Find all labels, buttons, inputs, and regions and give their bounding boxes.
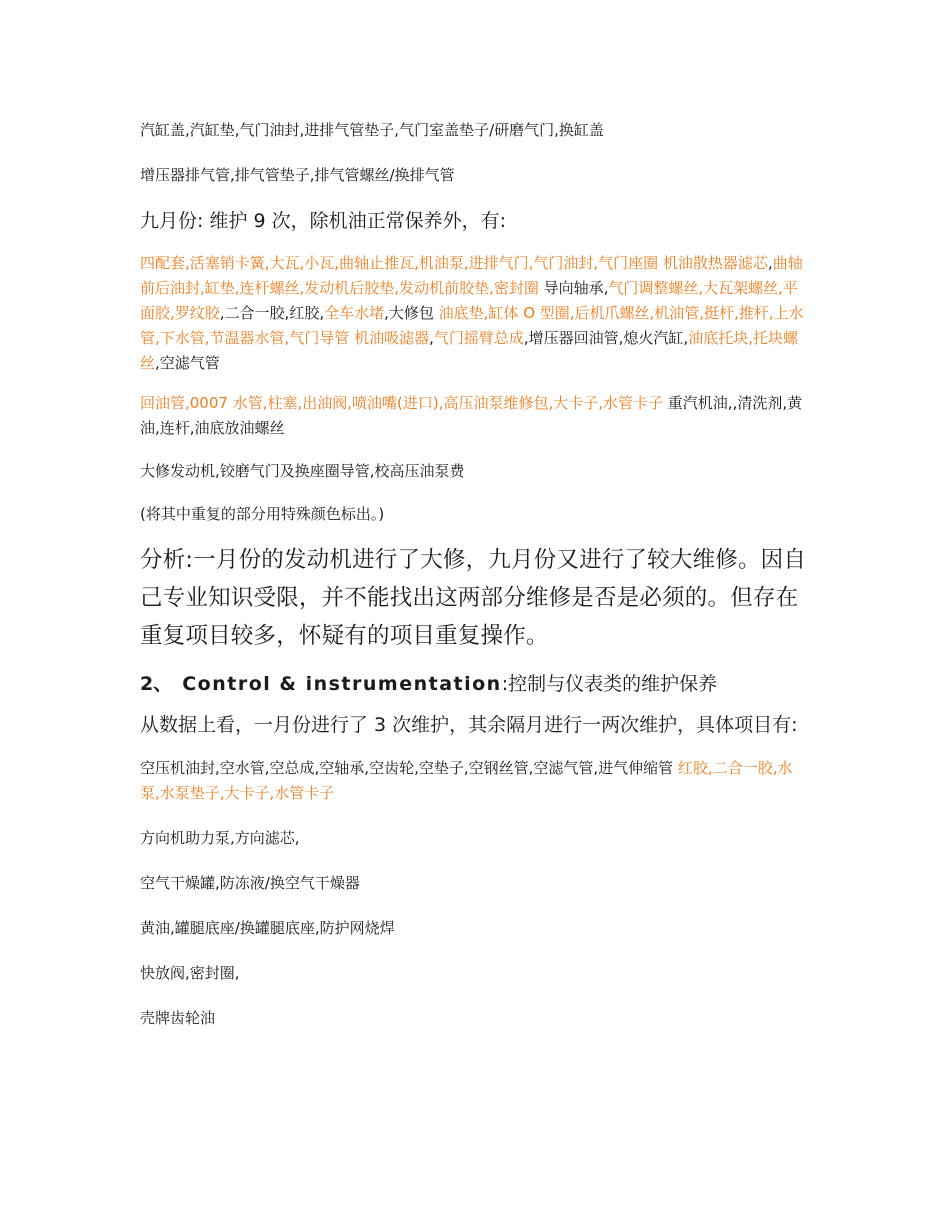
section-title-zh: :控制与仪表类的维护保养 [501,673,718,695]
section-heading [140,669,812,699]
september-summary: 九月份: 维护 9 次，除机油正常保养外，有: [140,210,507,232]
highlighted-text: 红胶,二合一胶,水泵,水泵垫子,大卡子,水管卡子 [140,759,793,802]
plain-text: 导向轴承, [538,279,609,297]
section-title-en: Control & instrumentation [182,673,502,695]
highlighted-text: 油底托块,托块螺丝 [140,329,798,372]
control-summary: 从数据上看，一月份进行了 3 次维护，其余隔月进行一两次维护，具体项目有: [140,714,798,736]
parts-list-cylinder: 汽缸盖,汽缸垫,气门油封,进排气管垫子,气门室盖垫子/研磨气门,换缸盖 [140,121,604,139]
valve-parts: 快放阀,密封圈, [140,964,240,982]
plain-text: , [429,329,434,347]
tank-leg-parts: 黄油,罐腿底座/换罐腿底座,防护网烧焊 [140,919,395,937]
plain-text: ,增压器回油管,熄火汽缸, [523,329,689,347]
plain-text: , [767,254,773,272]
air-compressor-parts [140,756,812,806]
analysis-paragraph: 分析:一月份的发动机进行了大修，九月份又进行了较大维修。因自己专业知识受限，并不能找出这两部分维修是否是必须的。但存在重复项目较多，怀疑有的项目重复操作。 [140,547,807,649]
parts-list-turbo-exhaust: 增压器排气管,排气管垫子,排气管螺丝/换排气管 [140,166,455,184]
steering-parts: 方向机助力泵,方向滤芯, [140,829,300,847]
plain-text: 重汽机油,,清洗剂,黄油,连杆,油底放油螺丝 [140,394,803,437]
color-note: (将其中重复的部分用特殊颜色标出。) [140,505,385,523]
september-parts-list-2 [140,391,812,441]
september-parts-list [140,251,812,376]
overhaul-items: 大修发动机,铰磨气门及换座圈导管,校高压油泵费 [140,462,465,480]
highlighted-text: 曲轴前后油封,缸垫,连杆螺丝,发动机后胶垫,发动机前胶垫,密封圈 [140,254,803,297]
plain-text: ,二合一胶,红胶, [219,304,325,322]
highlighted-text: 四配套,活塞销卡簧,大瓦,小瓦,曲轴止推瓦,机油泵,进排气门,气门油封,气门座圈 机油散热器滤芯 [140,254,768,272]
air-dryer-parts: 空气干燥罐,防冻液/换空气干燥器 [140,874,360,892]
highlighted-text: 全车水堵 [324,304,385,322]
plain-text: ,空滤气管 [155,354,220,372]
highlighted-text: 油底垫,缸体 O 型圈,后机爪螺丝,机油管,挺杆,推杆,上水管,下水管,节温器水管,气门导管 机油吸滤器 [140,304,804,347]
section-number: 2、 [140,673,173,695]
highlighted-text: 气门调整螺丝,大瓦架螺丝,平面胶,罗纹胶 [140,279,798,322]
gear-oil-item: 壳牌齿轮油 [140,1009,216,1027]
highlighted-text: 气门摇臂总成 [433,329,524,347]
highlighted-text: 回油管,0007 水管,柱塞,出油阀,喷油嘴(进口),高压油泵维修包,大卡子,水管卡子 [140,394,664,412]
document-body [140,118,812,1031]
plain-text: 空压机油封,空水管,空总成,空轴承,空齿轮,空垫子,空钢丝管,空滤气管,进气伸缩管 [140,759,678,777]
plain-text: ,大修包 [384,304,439,322]
